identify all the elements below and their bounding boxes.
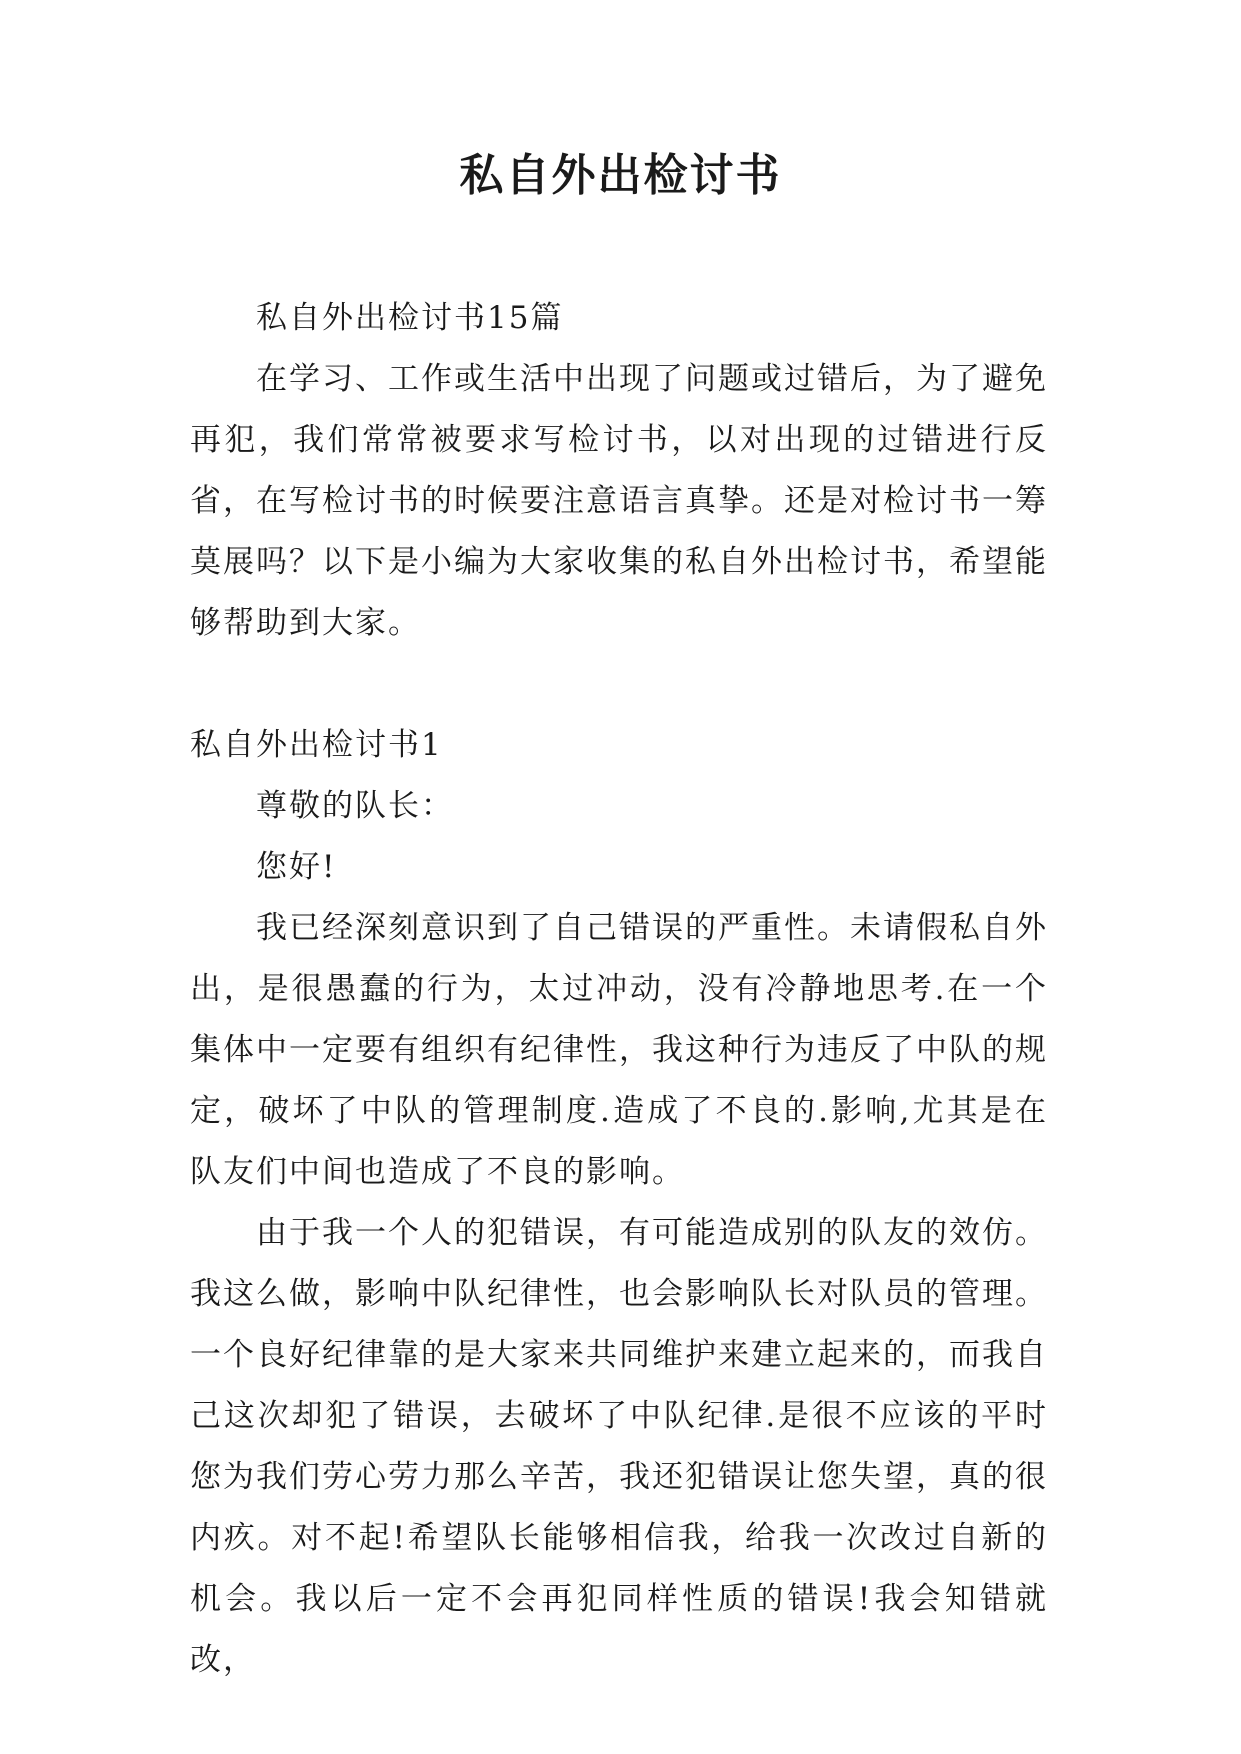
greeting: 您好!: [256, 849, 337, 885]
salutation: 尊敬的队长：: [256, 788, 454, 824]
intro-paragraph: 在学习、工作或生活中出现了问题或过错后，为了避免再犯，我们常常被要求写检讨书，以对出现的过错进行反省，在写检讨书的时候要注意语言真挚。还是对检讨书一筹莫展吗？以下是小编为大家收集的私自外出检讨书，希望能够帮助到大家。: [190, 361, 1048, 641]
body-paragraph: 我已经深刻意识到了自己错误的严重性。未请假私自外出，是很愚蠢的行为，太过冲动，没有冷静地思考.在一个集体中一定要有组织有纪律性，我这种行为违反了中队的规定，破坏了中队的管理制度.造成了不良的.影响,尤其是在队友们中间也造成了不良的影响。: [190, 910, 1048, 1190]
document-body: [190, 288, 1048, 1691]
section-heading: 私自外出检讨书1: [190, 727, 443, 763]
subtitle: 私自外出检讨书15篇: [256, 300, 564, 336]
document-title: 私自外出检讨书: [459, 150, 782, 201]
body-paragraph: 由于我一个人的犯错误，有可能造成别的队友的效仿。我这么做，影响中队纪律性，也会影响队长对队员的管理。一个良好纪律靠的是大家来共同维护来建立起来的，而我自己这次却犯了错误，去破坏了中队纪律.是很不应该的平时您为我们劳心劳力那么辛苦，我还犯错误让您失望，真的很内疚。对不起!希望队长能够相信我，给我一次改过自新的机会。我以后一定不会再犯同样性质的错误!我会知错就改，: [190, 1215, 1048, 1678]
spacer: [190, 654, 1048, 715]
